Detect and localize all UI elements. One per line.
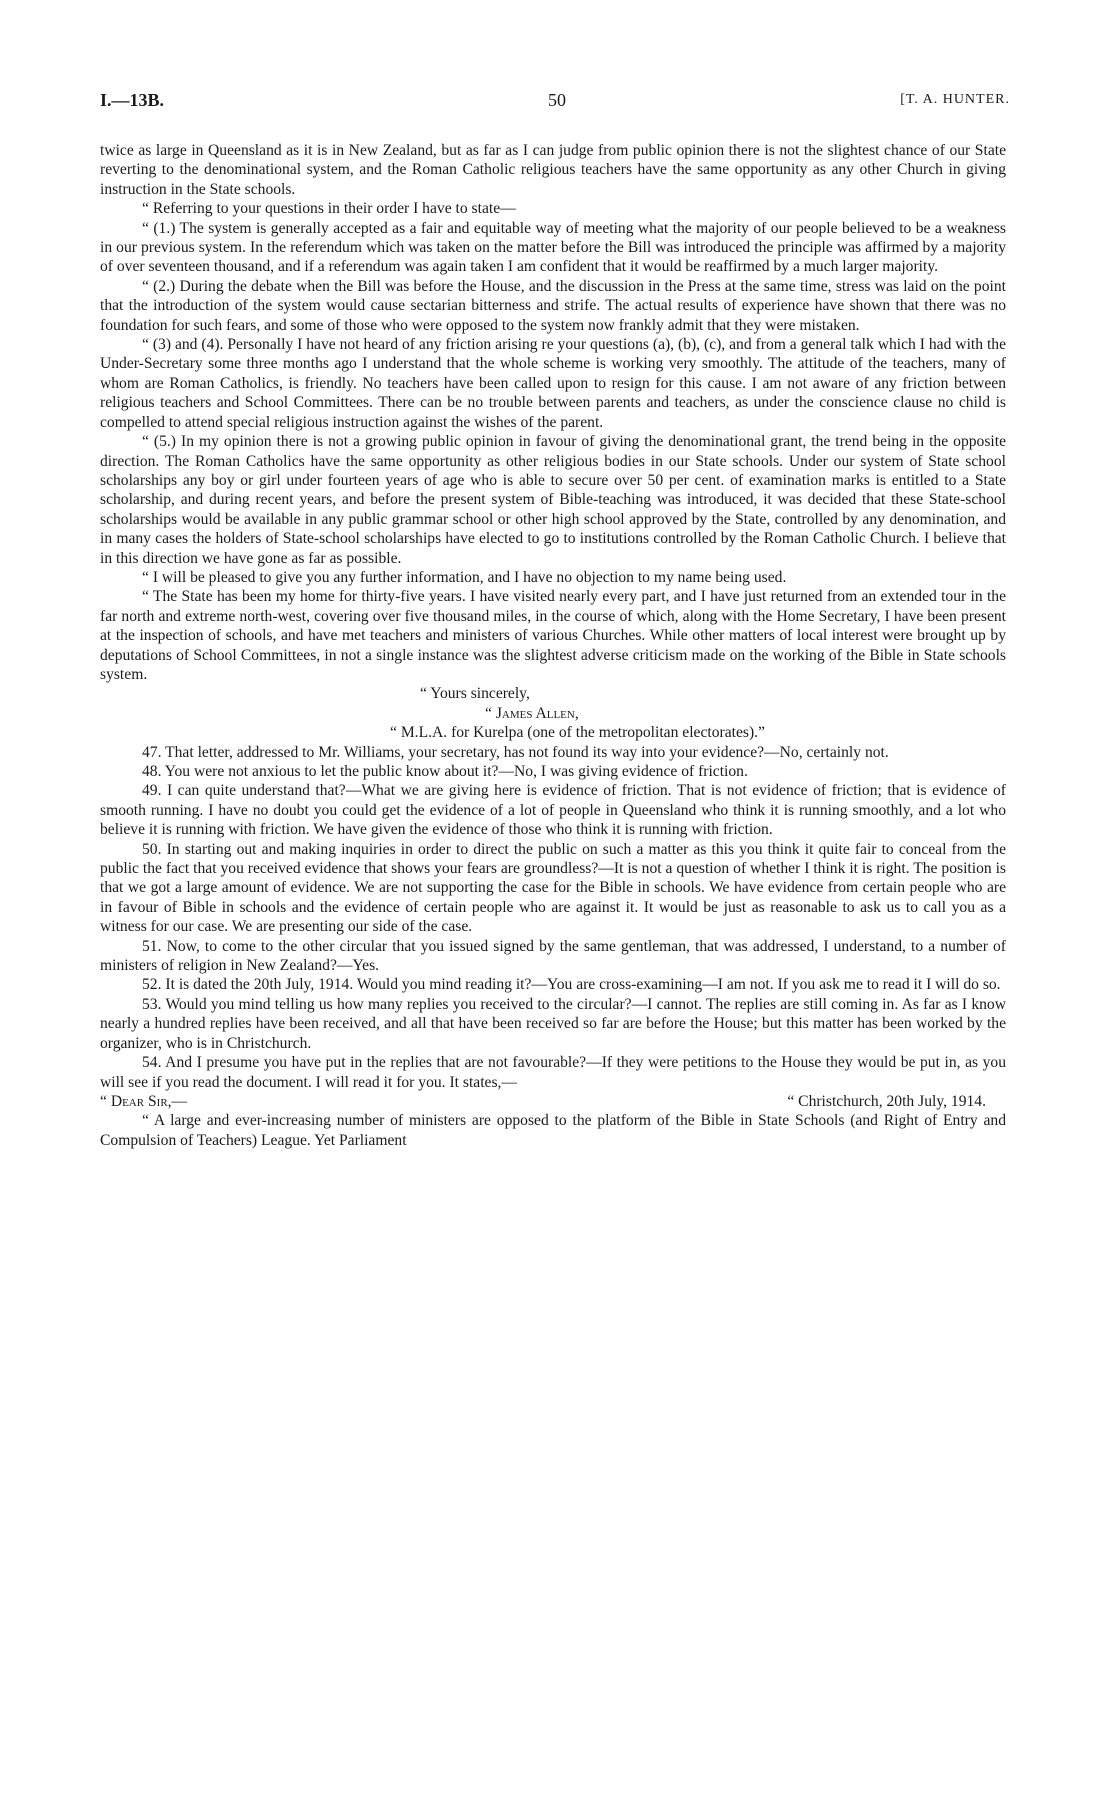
question-49: 49. I can quite understand that?—What we are giving here is evidence of friction. That is not evidence of friction; that is evidence of smooth running. I have no doubt you could get the evidence of a lot of people in Queensland who think it is running smoothly, and a lot who believe it is running with friction. We have given the evidence of those who think it is running with friction. <box>100 782 1006 839</box>
paper-reference: I.—13B. <box>100 90 165 110</box>
paragraph: “ A large and ever-increasing number of ministers are opposed to the platform of the Bible in State Schools (and Right of Entry and Compulsion of Teachers) League. Yet Parliament <box>100 1112 1006 1149</box>
paragraph: “ (5.) In my opinion there is not a growing public opinion in favour of giving the denominational grant, the trend being in the opposite direction. The Roman Catholics have the same opportunity as other religious bodies in our State schools. Under our system of State school scholarships any boy or girl under fourteen years of age who is able to secure over 50 per cent. of examination marks is entitled to a State scholarship, and during recent years, and before the present system of Bible-teaching was introduced, it was decided that these State-school scholarships would be available in any public grammar school or other high school approved by the State, controlled by any denomination, and in many cases the holders of State-school scholarships have elected to go to institutions controlled by the Roman Catholic Church. I believe that in this direction we have gone as far as possible. <box>100 433 1006 567</box>
question-51: 51. Now, to come to the other circular that you issued signed by the same gentleman, that was addressed, I understand, to a number of ministers of religion in New Zealand?—Yes. <box>100 937 1006 975</box>
question-54: 54. And I presume you have put in the replies that are not favourable?—If they were petitions to the House they would be put in, as you will see if you read the document. I will read it for you. It states,— <box>100 1054 1006 1091</box>
paragraph: “ Referring to your questions in their order I have to state— <box>142 200 516 218</box>
question-48: 48. You were not anxious to let the public know about it?—No, I was giving evidence of friction. <box>142 763 748 780</box>
signature-closing: “ Yours sincerely, <box>420 685 530 703</box>
page-number: 50 <box>548 90 566 110</box>
signature-title: “ M.L.A. for Kurelpa (one of the metropolitan electorates).” <box>390 724 765 742</box>
witness-name: [T. A. HUNTER. <box>900 92 1010 107</box>
paragraph: twice as large in Queensland as it is in New Zealand, but as far as I can judge from public opinion there is not the slightest chance of our State reverting to the denominational system, and the Roman Catholic religious teachers have the same opportunity as any other Church in giving instruction in the State schools. <box>100 142 1006 198</box>
paragraph: “ (3) and (4). Personally I have not heard of any friction arising re your questions (a), (b), (c), and from a general talk which I had with the Under-Secretary some three months ago I understand that the whole scheme is working very smoothly. The attitude of the teachers, many of whom are Roman Catholics, is friendly. No teachers have been called upon to resign for this cause. I am not aware of any friction between religious teachers and School Committees. There can be no trouble between parents and teachers, as under the conscience clause no child is compelled to attend special religious instruction against the wishes of the parent. <box>100 336 1006 431</box>
question-53: 53. Would you mind telling us how many replies you received to the circular?—I cannot. The replies are still coming in. As far as I know nearly a hundred replies have been received, and all that have been received so far are before the House; but this matter has been worked by the organizer, who is in Christchurch. <box>100 995 1006 1052</box>
question-50: 50. In starting out and making inquiries in order to direct the public on such a matter as this you think it quite fair to conceal from the public the fact that you received evidence that shows your fears are groundless?—It is not a question of whether I think it is right. The position is that we got a large amount of evidence. We are not supporting the case for the Bible in schools. We have evidence from certain people who are in favour of Bible in schools and the evidence of certain people who are against it. It would be just as reasonable to ask us to call you as a witness for our case. We are presenting our side of the case. <box>100 840 1006 936</box>
letter-dateline: “ Christchurch, 20th July, 1914. <box>787 1092 986 1110</box>
paragraph: “ I will be pleased to give you any further information, and I have no objection to my name being used. <box>142 568 787 586</box>
letter-heading <box>100 1092 1006 1111</box>
signature-name: “ James Allen, <box>485 704 579 722</box>
question-52: 52. It is dated the 20th July, 1914. Would you mind reading it?—You are cross-examining—I am not. If you ask me to read it I will do so. <box>142 976 1001 994</box>
letter-salutation: “ Dear Sir,— <box>100 1092 188 1110</box>
document-body <box>100 141 1006 1150</box>
paragraph: “ The State has been my home for thirty-five years. I have visited nearly every part, and I have just returned from an extended tour in the far north and extreme north-west, covering over five thousand miles, in the course of which, along with the Home Secretary, I have been present at the inspection of schools, and have met teachers and ministers of various Churches. While other matters of local interest were brought up by deputations of School Committees, in not a single instance was the slightest adverse criticism made on the working of the Bible in State schools system. <box>100 588 1006 683</box>
paragraph: “ (1.) The system is generally accepted as a fair and equitable way of meeting what the majority of our people believed to be a weakness in our previous system. In the referendum which was taken on the matter before the Bill was introduced the principle was affirmed by a majority of over seventeen thousand, and if a referendum was again taken I am confident that it would be reaffirmed by a much larger majority. <box>100 219 1006 276</box>
question-47: 47. That letter, addressed to Mr. Williams, your secretary, has not found its way into your evidence?—No, certainly not. <box>142 743 889 761</box>
paragraph: “ (2.) During the debate when the Bill was before the House, and the discussion in the Press at the same time, stress was laid on the point that the introduction of the system would cause sectarian bitterness and strife. The actual results of experience have shown that there was no foundation for such fears, and some of those who were opposed to the system now frankly admit that they were mistaken. <box>100 277 1006 334</box>
